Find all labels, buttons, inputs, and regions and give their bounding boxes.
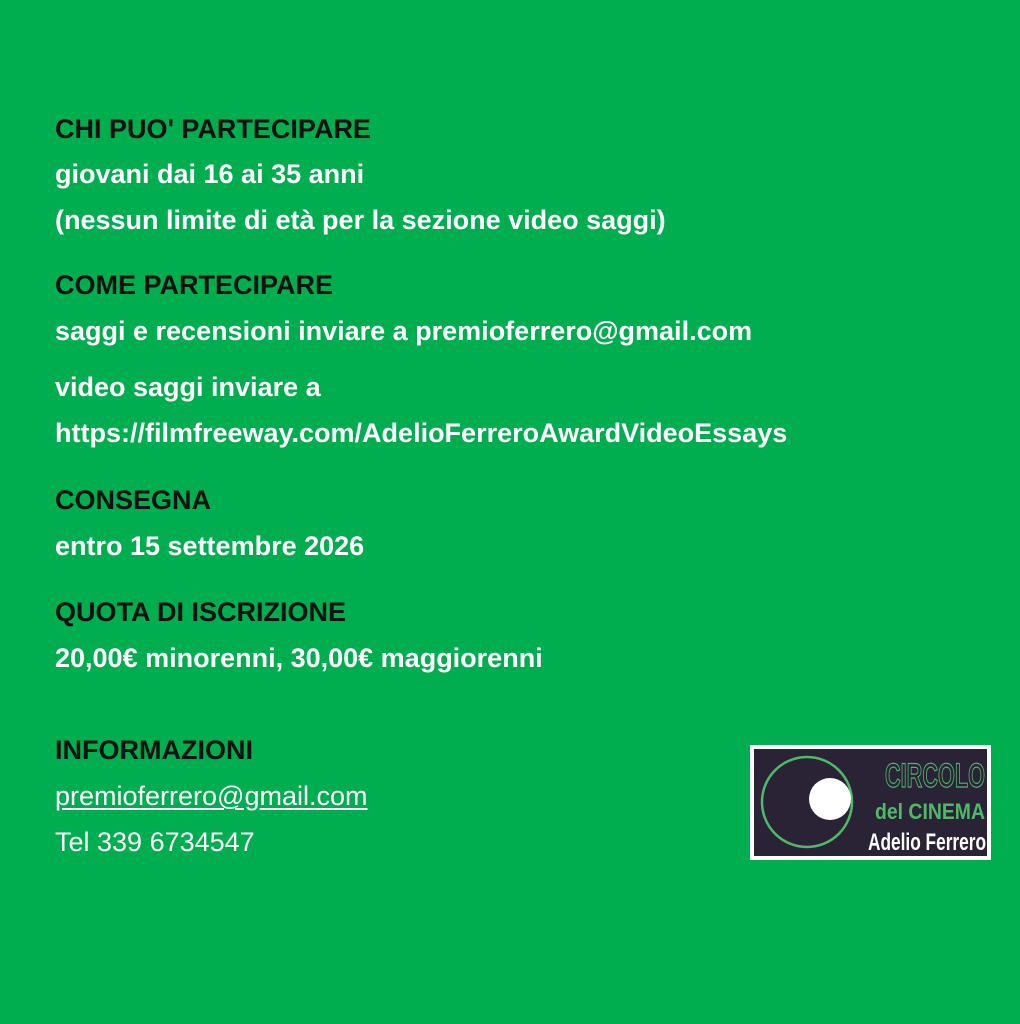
essays-submission-text: saggi e recensioni inviare a premioferrero@gmail.com xyxy=(55,316,753,346)
age-range-text: giovani dai 16 ai 35 anni xyxy=(55,159,365,189)
section-title-who: CHI PUO' PARTECIPARE xyxy=(55,114,371,144)
section-title-fee: QUOTA DI ISCRIZIONE xyxy=(55,597,347,627)
logo-circolo-text: CIRCOLO xyxy=(885,757,985,795)
section-title-deadline: CONSEGNA xyxy=(55,485,212,515)
section-title-how: COME PARTECIPARE xyxy=(55,270,334,300)
age-limit-note: (nessun limite di età per la sezione video saggi) xyxy=(55,205,666,235)
info-phone: Tel 339 6734547 xyxy=(55,827,255,857)
filmfreeway-url: https://filmfreeway.com/AdelioFerreroAwardVideoEssays xyxy=(55,418,788,448)
info-email-link[interactable]: premioferrero@gmail.com xyxy=(55,781,368,811)
fee-text: 20,00€ minorenni, 30,00€ maggiorenni xyxy=(55,643,543,673)
logo-adelio-ferrero-text: Adelio Ferrero xyxy=(868,829,986,856)
deadline-text: entro 15 settembre 2026 xyxy=(55,531,365,561)
logo-graphic xyxy=(754,749,987,856)
video-submission-text: video saggi inviare a xyxy=(55,372,321,402)
logo-del-cinema-text: del CINEMA xyxy=(875,799,986,824)
section-title-info: INFORMAZIONI xyxy=(55,735,253,765)
circolo-cinema-logo xyxy=(750,745,991,860)
